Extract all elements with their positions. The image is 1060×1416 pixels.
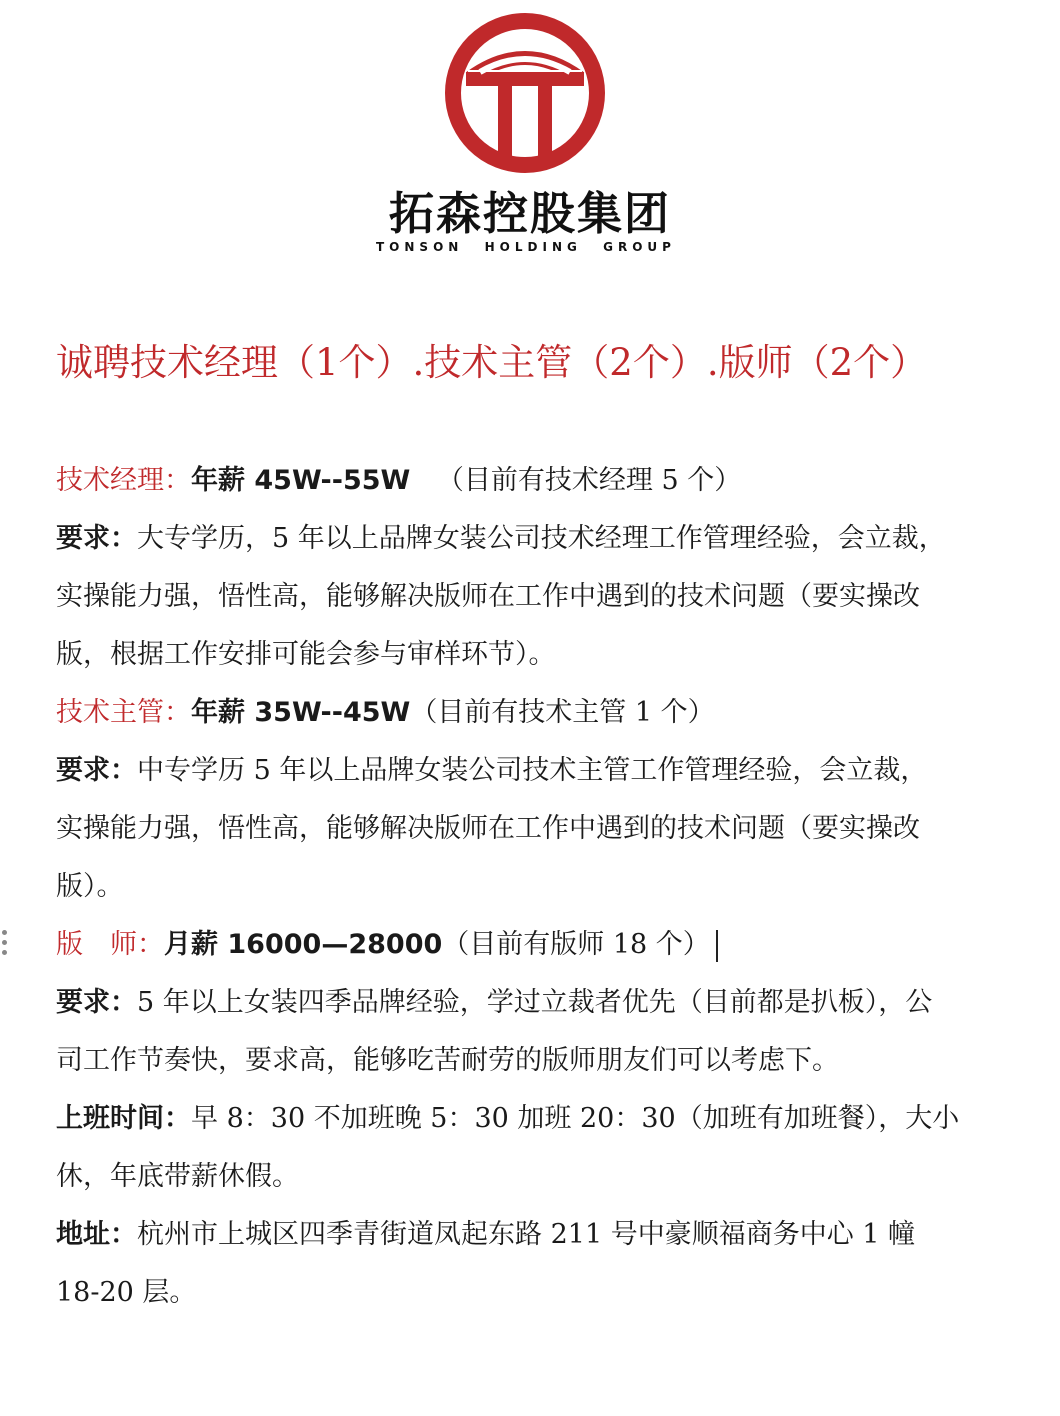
manager-title-line	[56, 452, 1016, 510]
supervisor-req-line	[56, 742, 1016, 800]
supervisor-label: 技术主管：	[56, 697, 191, 728]
brand-en-word: TONSON	[376, 240, 464, 254]
hours-text: 早 8：30 不加班晚 5：30 加班 20：30（加班有加班餐），大小	[191, 1103, 960, 1134]
manager-req-text: 大专学历，5 年以上品牌女装公司技术经理工作管理经验，会立裁，	[137, 523, 946, 554]
pattern-maker-label: 版 师：	[56, 929, 164, 960]
manager-label: 技术经理：	[56, 465, 191, 496]
address-text: 杭州市上城区四季青街道凤起东路 211 号中豪顺福商务中心 1 幢	[137, 1219, 916, 1250]
address-line: 18-20 层。	[56, 1277, 197, 1308]
manager-req-label: 要求：	[56, 523, 137, 554]
company-logo-block	[0, 0, 1060, 270]
address-label: 地址：	[56, 1219, 137, 1250]
pattern-maker-req-line: 司工作节奏快，要求高，能够吃苦耐劳的版师朋友们可以考虑下。	[56, 1045, 839, 1076]
tonson-logo-icon	[440, 8, 610, 178]
pattern-maker-note: （目前有版师 18 个）	[442, 929, 710, 960]
supervisor-salary: 年薪 35W--45W	[191, 697, 411, 728]
manager-req-line: 版，根据工作安排可能会参与审样环节）。	[56, 639, 556, 670]
hours-line: 休，年底带薪休假。	[56, 1161, 299, 1192]
pattern-maker-req-text: 5 年以上女装四季品牌经验，学过立裁者优先（目前都是扒板），公	[137, 987, 933, 1018]
address-line	[56, 1206, 1016, 1264]
manager-req-line: 实操能力强，悟性高，能够解决版师在工作中遇到的技术问题（要实操改	[56, 581, 920, 612]
recruitment-headline: 诚聘技术经理（1个）.技术主管（2个）.版师（2个）	[56, 341, 928, 384]
pattern-maker-title-line	[56, 916, 1016, 974]
supervisor-req-line: 实操能力强，悟性高，能够解决版师在工作中遇到的技术问题（要实操改	[56, 813, 920, 844]
manager-salary: 年薪 45W--55W	[191, 465, 411, 496]
supervisor-req-label: 要求：	[56, 755, 137, 786]
brand-en-word: HOLDING	[484, 240, 582, 254]
manager-note: （目前有技术经理 5 个）	[436, 465, 742, 496]
supervisor-note: （目前有技术主管 1 个）	[410, 697, 715, 728]
brand-en-word: GROUP	[603, 240, 676, 254]
drag-handle-icon[interactable]	[2, 930, 8, 960]
manager-req-line	[56, 510, 1016, 568]
hours-label: 上班时间：	[56, 1103, 191, 1134]
pattern-maker-req-line	[56, 974, 1016, 1032]
supervisor-req-text: 中专学历 5 年以上品牌女装公司技术主管工作管理经验，会立裁，	[137, 755, 928, 786]
brand-name-cn: 拓森控股集团	[388, 187, 671, 240]
hours-line	[56, 1090, 1016, 1148]
supervisor-req-line: 版）。	[56, 871, 124, 902]
pattern-maker-req-label: 要求：	[56, 987, 137, 1018]
supervisor-title-line	[56, 684, 1016, 742]
brand-name-en	[376, 240, 676, 254]
job-postings	[56, 452, 1016, 1322]
text-cursor-icon	[716, 930, 718, 962]
pattern-maker-salary: 月薪 16000—28000	[164, 929, 443, 960]
